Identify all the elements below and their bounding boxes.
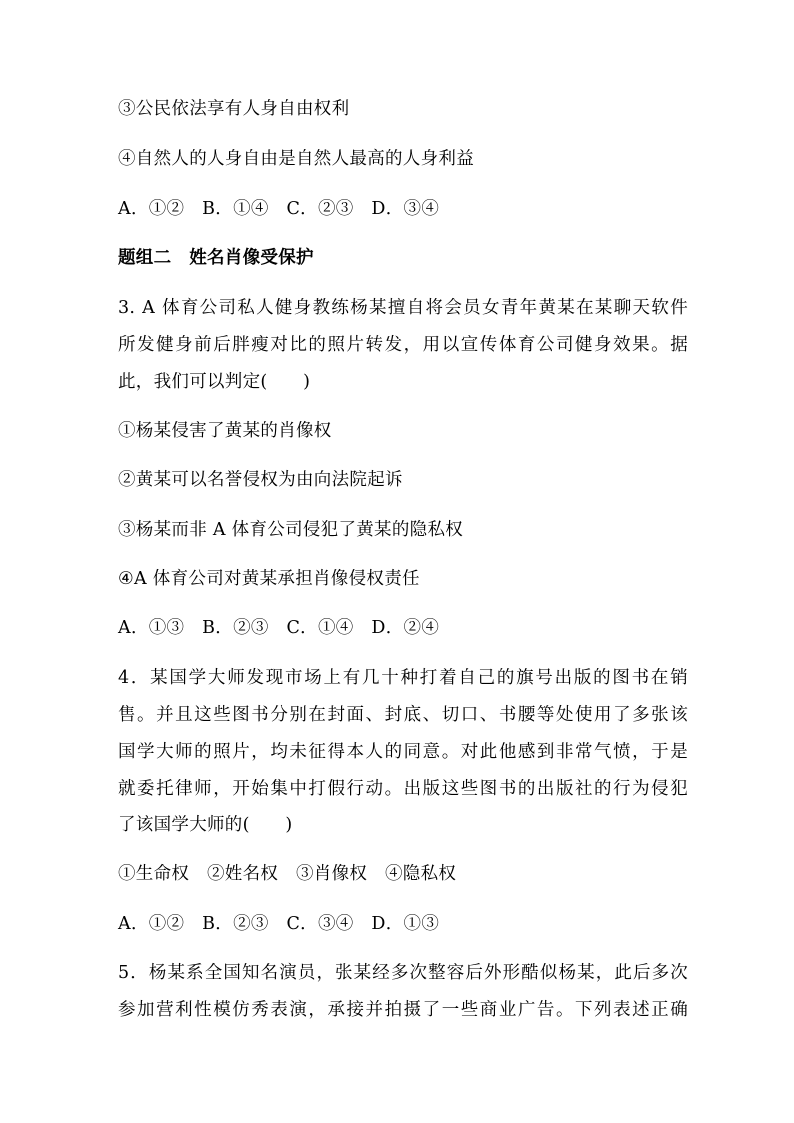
group-2-heading: 题组二 姓名肖像受保护	[118, 248, 314, 268]
q3-option-4: ④A 体育公司对黄某承担肖像侵权责任	[118, 569, 420, 589]
q3-answer-choices: A．①③ B．②③ C．①④ D．②④	[118, 618, 440, 638]
q4-stem-line-1: 4．某国学大师发现市场上有几十种打着自己的旗号出版的图书在销	[118, 668, 688, 688]
q4-options: ①生命权 ②姓名权 ③肖像权 ④隐私权	[118, 864, 457, 884]
q4-stem-line-5: 了该国学大师的( )	[118, 815, 293, 835]
q3-option-1: ①杨某侵害了黄某的肖像权	[118, 421, 332, 441]
q3-stem-line-3: 此，我们可以判定( )	[118, 372, 311, 392]
q5-stem-line-1: 5．杨某系全国知名演员，张某经多次整容后外形酷似杨某，此后多次	[118, 963, 688, 983]
q5-stem-line-2: 参加营利性模仿秀表演，承接并拍摄了一些商业广告。下列表述正确	[118, 1000, 688, 1020]
q4-stem-line-3: 国学大师的照片，均未征得本人的同意。对此他感到非常气愤，于是	[118, 742, 688, 762]
q3-stem-line-2: 所发健身前后胖瘦对比的照片转发，用以宣传体育公司健身效果。据	[118, 335, 688, 355]
q4-stem-line-2: 售。并且这些图书分别在封面、封底、切口、书腰等处使用了多张该	[118, 705, 688, 725]
q2-option-4: ④自然人的人身自由是自然人最高的人身利益	[118, 149, 474, 169]
q3-option-3: ③杨某而非 A 体育公司侵犯了黄某的隐私权	[118, 520, 464, 540]
q2-answer-choices: A．①② B．①④ C．②③ D．③④	[118, 199, 440, 219]
q2-option-3: ③公民依法享有人身自由权利	[118, 99, 350, 119]
q4-answer-choices: A．①② B．②③ C．③④ D．①③	[118, 914, 440, 934]
q3-option-2: ②黄某可以名誉侵权为由向法院起诉	[118, 470, 403, 490]
q3-stem-line-1: 3. A 体育公司私人健身教练杨某擅自将会员女青年黄某在某聊天软件	[118, 298, 688, 318]
q4-stem-line-4: 就委托律师，开始集中打假行动。出版这些图书的出版社的行为侵犯	[118, 779, 688, 799]
